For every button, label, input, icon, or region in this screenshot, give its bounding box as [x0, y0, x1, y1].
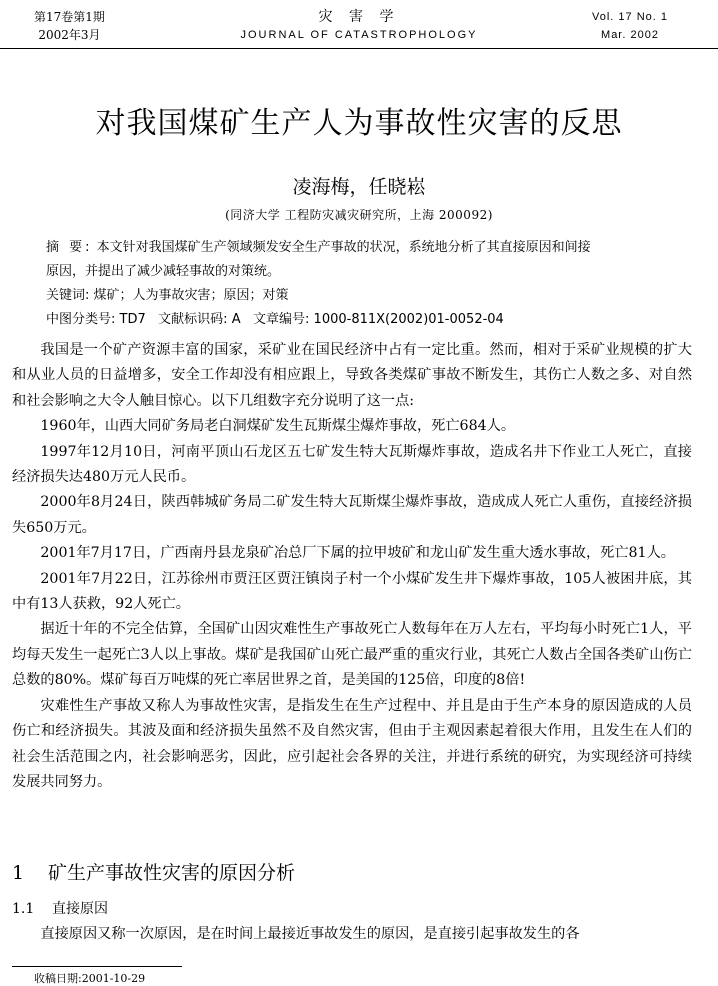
journal-name-en: JOURNAL OF CATASTROPHOLOGY [240, 29, 478, 41]
paragraph: 1997年12月10日，河南平顶山石龙区五七矿发生特大瓦斯爆炸事故，造成名井下作业工人死亡，直接经济损失达480万元人民币。 [12, 443, 692, 486]
paragraph-text: 直接原因又称一次原因，是在时间上最接近事故发生的原因，是直接引起事故发生的各 [40, 926, 580, 942]
paragraph: 我国是一个矿产资源丰富的国家，采矿业在国民经济中占有一定比重。然而，相对于采矿业规模的扩大和从业人员的日益增多，安全工作却没有相应跟上，导致各类煤矿事故不断发生，其伤亡人数之多、对自然和社会影响之大令人触目惊心。以下几组数字充分说明了这一点: [12, 342, 692, 409]
abstract-block [46, 236, 676, 332]
keywords-line [46, 284, 676, 308]
journal-name-cn: 灾 害 学 [318, 9, 400, 25]
section-heading-1 [12, 858, 295, 885]
date-en: Mar. 2002 [601, 29, 659, 41]
date-cn: 2002年3月 [38, 28, 101, 42]
abstract-text-1: 本文针对我国煤矿生产领域频发安全生产事故的状况，系统地分析了其直接原因和间接 [96, 240, 591, 255]
section-number: 1 [12, 862, 25, 884]
paragraph: 1960年，山西大同矿务局老白洞煤矿发生瓦斯煤尘爆炸事故，死亡684人。 [40, 418, 516, 435]
keywords-label: 关键词: [46, 288, 90, 303]
paragraph: 2001年7月17日，广西南丹县龙泉矿冶总厂下属的拉甲坡矿和龙山矿发生重大透水事故，死亡81人。 [40, 545, 675, 562]
issue-info-en [592, 8, 668, 44]
paragraph-cut-off [12, 922, 692, 947]
doc-value: A [231, 312, 241, 327]
footnote-rule [12, 966, 182, 967]
subsection-heading-1-1 [12, 898, 108, 918]
paragraph: 2001年7月22日，江苏徐州市贾汪区贾汪镇岗子村一个小煤矿发生井下爆炸事故，105人被困井底，其中有13人获救，92人死亡。 [12, 570, 692, 613]
section-title: 矿生产事故性灾害的原因分析 [48, 862, 296, 884]
author-affiliation: (同济大学 工程防灾减灾研究所，上海 200092) [225, 208, 493, 222]
volume-issue-cn: 第17卷第1期 [34, 10, 105, 24]
journal-header [0, 0, 718, 49]
article-label: 文章编号: [253, 312, 310, 327]
paragraph: 据近十年的不完全估算，全国矿山因灾难性生产事故死亡人数每年在万人左右，平均每小时死亡1人，平均每天发生一起死亡3人以上事故。煤矿是我国矿山死亡最严重的重灾行业，其死亡人数占全国各类矿山伤亡总数的80%。煤矿每百万吨煤的死亡率居世界之首，是美国的125倍，印度的8倍! [12, 621, 692, 689]
class-label: 中图分类号: [46, 312, 116, 327]
classification-line [46, 308, 676, 332]
paragraph: 2000年8月24日，陕西韩城矿务局二矿发生特大瓦斯煤尘爆炸事故，造成成人死亡人重伤，直接经济损失650万元。 [12, 494, 692, 536]
paragraph: 灾难性生产事故又称人为事故性灾害，是指发生在生产过程中、并且是由于生产本身的原因造成的人员伤亡和经济损失。其波及面和经济损失虽然不及自然灾害，但由于主观因素起着很大作用，且发生在人们的社会生活范围之内，社会影响恶劣，因此，应引起社会各界的关注，并进行系统的研究，为实现经济可持续发展共同努力。 [12, 697, 692, 790]
paper-authors: 凌海梅，任晓崧 [292, 176, 426, 198]
abstract-label: 摘 要: [46, 240, 93, 255]
keywords-text: 煤矿；人为事故灾害；原因；对策 [93, 288, 289, 303]
volume-issue-en: Vol. 17 No. 1 [592, 11, 668, 23]
received-date-footnote: 收稿日期:2001-10-29 [34, 972, 146, 985]
class-value: TD7 [119, 312, 146, 327]
doc-label: 文献标识码: [158, 312, 228, 327]
issue-info-cn [34, 8, 105, 44]
article-value: 1000-811X(2002)01-0052-04 [313, 312, 504, 327]
abstract-line-1 [46, 236, 676, 260]
body-text [12, 338, 692, 795]
paper-title: 对我国煤矿生产人为事故性灾害的反思 [95, 106, 623, 141]
subsection-title: 直接原因 [52, 901, 108, 917]
abstract-line-2 [46, 260, 676, 284]
subsection-number: 1.1 [12, 901, 35, 917]
abstract-text-2: 原因，并提出了减少减轻事故的对策统。 [46, 264, 281, 279]
